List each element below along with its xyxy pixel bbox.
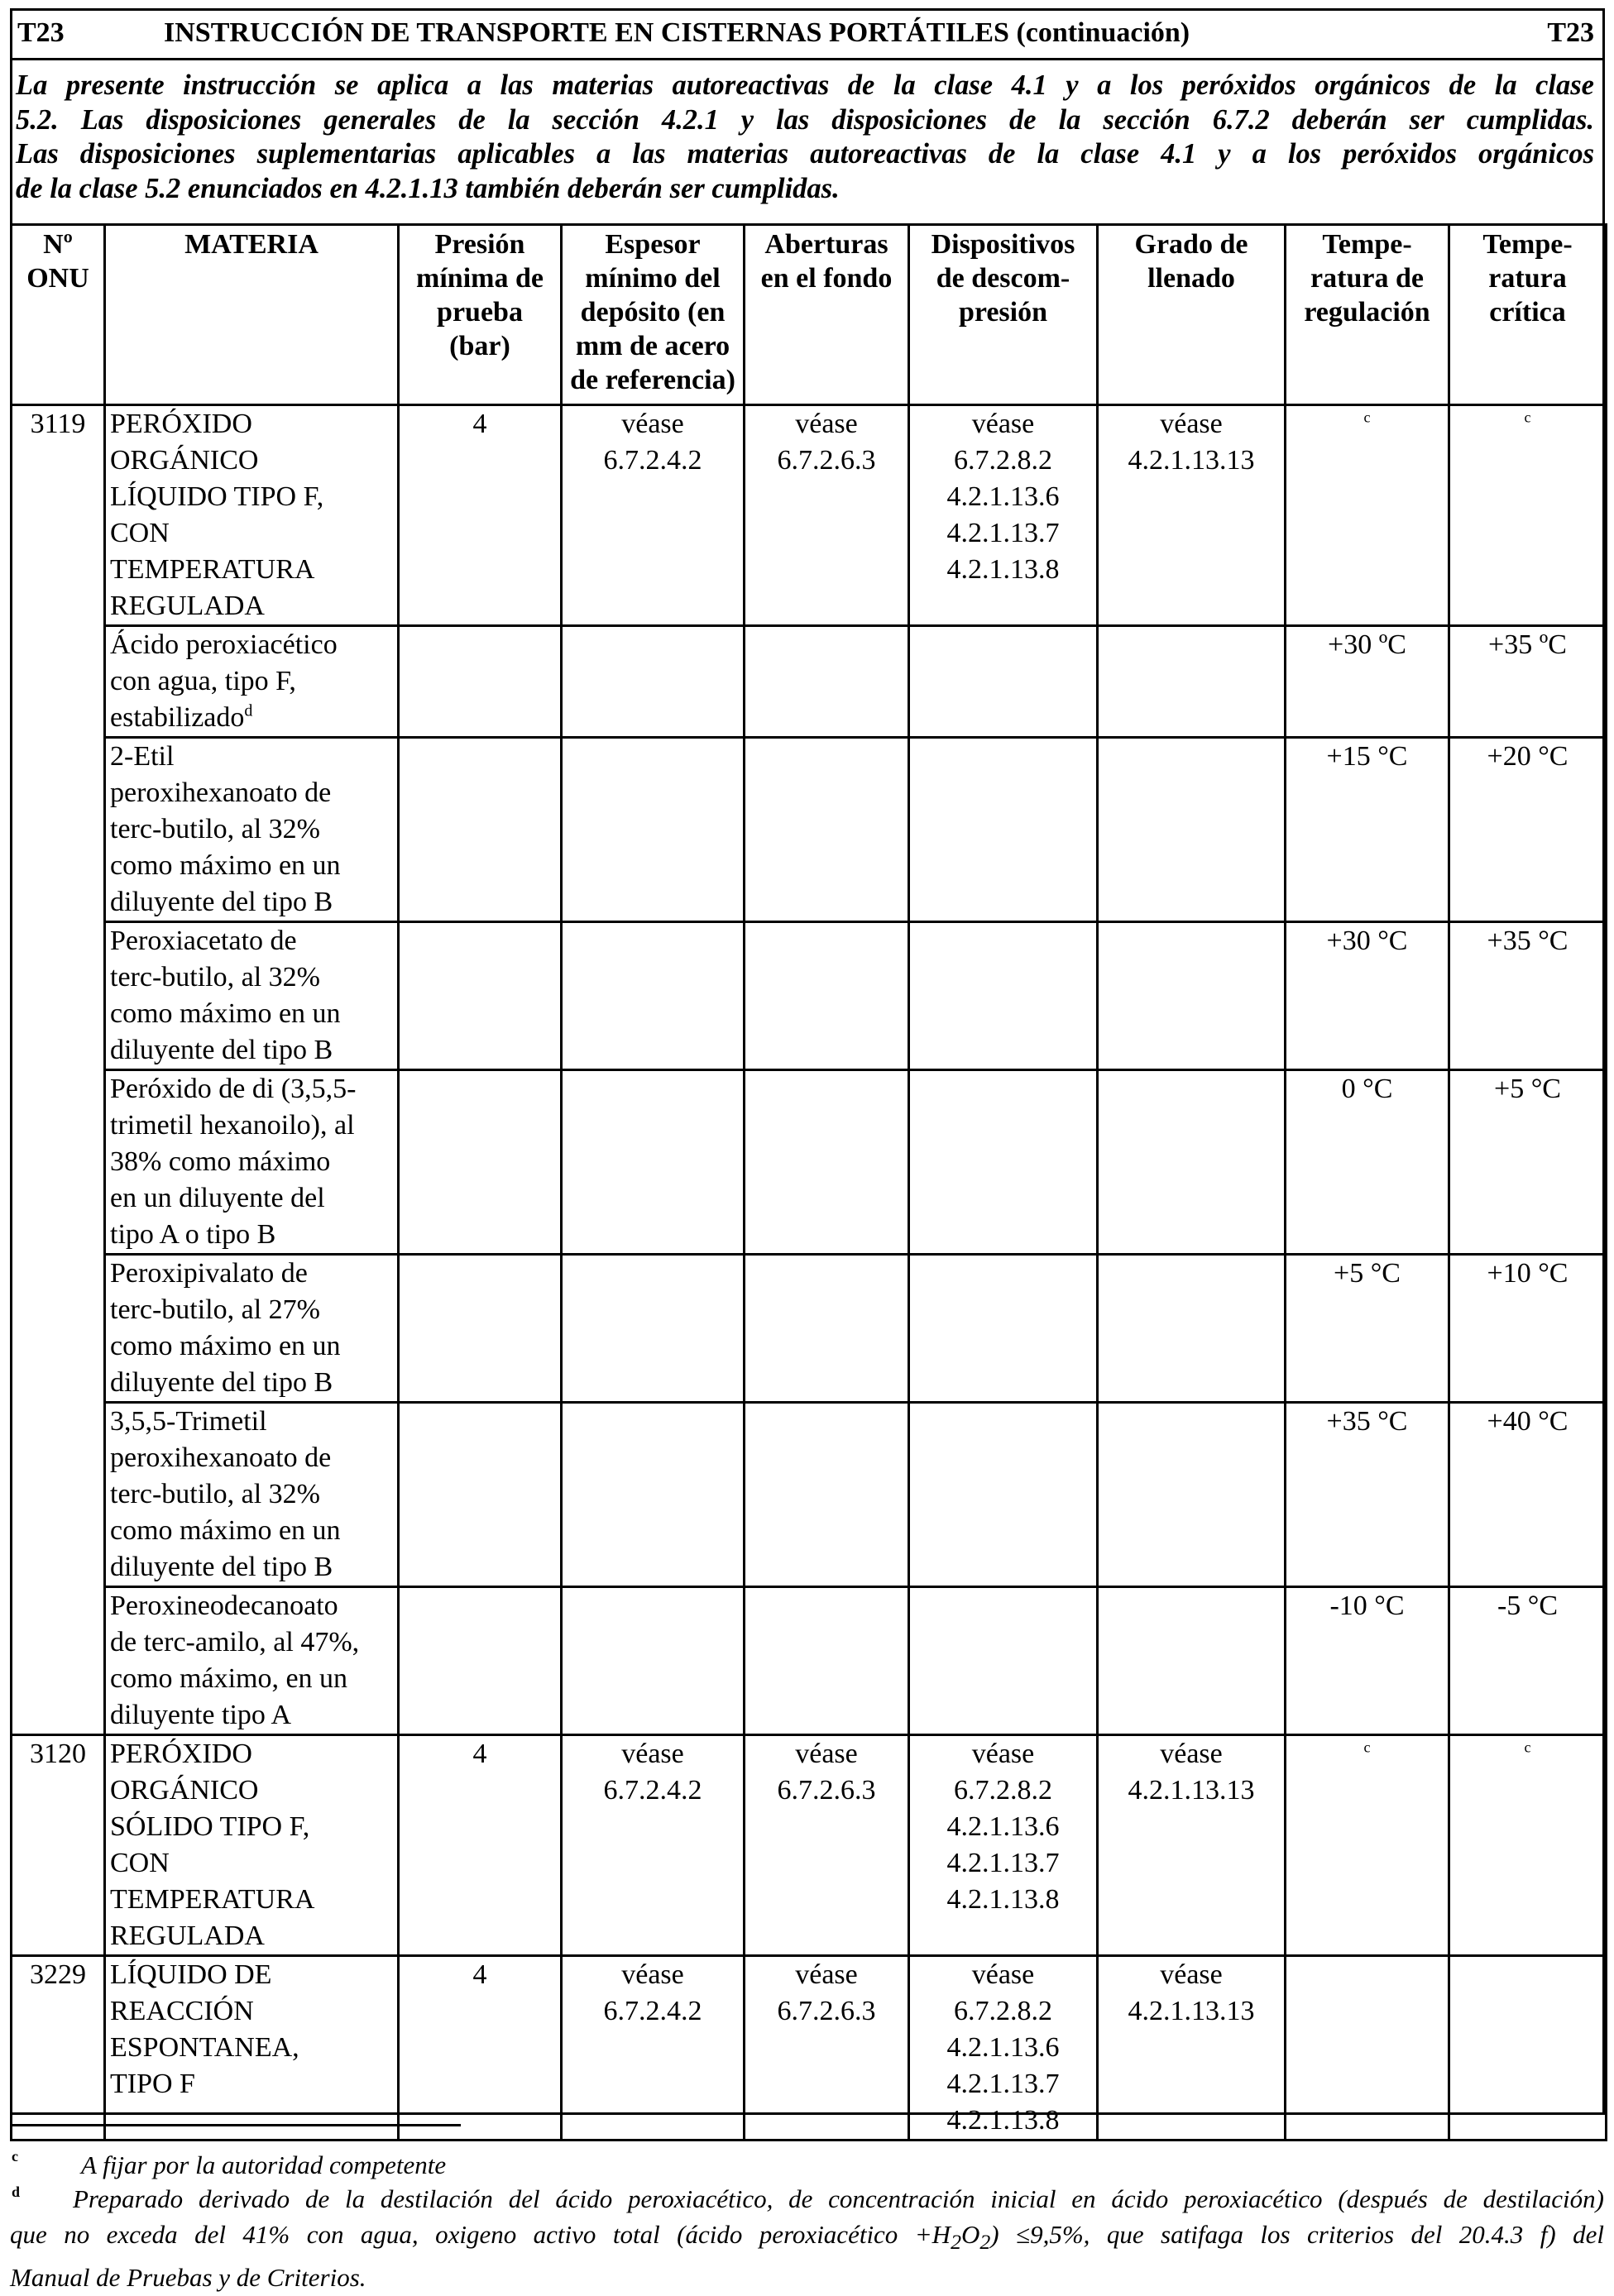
temp-critica-value: -5 °C — [1449, 1587, 1607, 1735]
materia-line: 2-Etil — [110, 741, 175, 772]
cell-line: 4.2.1.13.6 — [946, 481, 1060, 512]
presion-empty — [399, 1587, 562, 1735]
onu-number-empty — [12, 626, 105, 738]
temp-regulacion-value — [1286, 1956, 1449, 2141]
substance-name — [105, 626, 399, 738]
substance-name — [105, 1403, 399, 1587]
aberturas-empty — [745, 922, 909, 1070]
cell-line: 6.7.2.4.2 — [603, 1996, 702, 2026]
cell-line: 4.2.1.13.7 — [946, 2069, 1060, 2099]
materia-line: Peroxiacetato de — [110, 926, 297, 956]
cell-line: 4.2.1.13.6 — [946, 2032, 1060, 2063]
onu-number-empty — [12, 922, 105, 1070]
materia-line: terc-butilo, al 32% — [110, 1479, 320, 1509]
cell-line: véase — [795, 1739, 858, 1769]
temp-critica-value: +35 °C — [1449, 922, 1607, 1070]
header-row — [12, 225, 1607, 405]
dispositivos-empty — [909, 1255, 1098, 1403]
presion-empty — [399, 1255, 562, 1403]
substance-name — [105, 1070, 399, 1255]
materia-line: Peróxido de di (3,5,5- — [110, 1074, 357, 1104]
presion-value: 4 — [399, 1735, 562, 1956]
materia-line: 38% como máximo — [110, 1146, 331, 1177]
materia-line: LÍQUIDO TIPO F, — [110, 481, 324, 512]
footnote-mark: d — [12, 2184, 21, 2200]
intro-line: 5.2. Las disposiciones generales de la sección 4.2.1 y las disposiciones de la sección 6.7.2 deberán ser cumplidas. — [16, 103, 1594, 136]
cell-line: 6.7.2.8.2 — [954, 1996, 1052, 2026]
materia-line: REGULADA — [110, 591, 265, 621]
onu-number: 3229 — [12, 1956, 105, 2141]
materia-line: terc-butilo, al 27% — [110, 1294, 320, 1325]
temp-critica-value: +40 °C — [1449, 1403, 1607, 1587]
cell-line: 6.7.2.6.3 — [777, 1775, 876, 1806]
grado-empty — [1098, 1587, 1286, 1735]
presion-empty — [399, 1403, 562, 1587]
espesor-empty — [562, 1255, 745, 1403]
cell-line: 4.2.1.13.13 — [1128, 1996, 1255, 2026]
materia-line: terc-butilo, al 32% — [110, 814, 320, 844]
materia-line: 3,5,5-Trimetil — [110, 1406, 267, 1437]
presion-empty — [399, 738, 562, 922]
footnote-subscript: 2 — [979, 2230, 991, 2255]
header-line: mm de acero — [575, 331, 730, 361]
materia-line: PERÓXIDO — [110, 409, 252, 439]
footnote-text-line2 — [10, 2217, 1604, 2260]
materia-line: diluyente del tipo B — [110, 887, 333, 917]
onu-number-empty — [12, 1255, 105, 1403]
dispositivos-value — [909, 1956, 1098, 2141]
dispositivos-value — [909, 405, 1098, 626]
materia-line: SÓLIDO TIPO F, — [110, 1811, 310, 1842]
materia-line: CON — [110, 518, 170, 548]
cell-line: 6.7.2.4.2 — [603, 445, 702, 476]
table-row — [12, 626, 1607, 738]
materia-line: como máximo en un — [110, 998, 341, 1029]
temp-regulacion-value — [1286, 405, 1449, 626]
table-row — [12, 405, 1607, 626]
materia-line: LÍQUIDO DE — [110, 1959, 272, 1990]
header-line: ratura de — [1310, 263, 1424, 294]
espesor-empty — [562, 626, 745, 738]
cell-line: véase — [971, 1739, 1035, 1769]
table-row — [12, 1735, 1607, 1956]
table-row — [12, 1255, 1607, 1403]
materia-line: como máximo, en un — [110, 1663, 348, 1694]
cell-line: véase — [621, 409, 684, 439]
header-line: regulación — [1304, 297, 1430, 328]
substance-name — [105, 1255, 399, 1403]
dispositivos-empty — [909, 738, 1098, 922]
temp-critica-value — [1449, 1956, 1607, 2141]
cell-line: 4.2.1.13.8 — [946, 554, 1060, 585]
intro-line: de la clase 5.2 enunciados en 4.2.1.13 también deberán ser cumplidas. — [16, 172, 840, 204]
cell-line: véase — [795, 409, 858, 439]
intro-paragraph — [16, 69, 1594, 206]
footnote-subscript: 2 — [951, 2230, 961, 2255]
intro-line: Las disposiciones suplementarias aplicables a las materias autoreactivas de la clase 4.1 y a los peróxidos orgánicos — [16, 138, 1594, 170]
cell-line: véase — [621, 1959, 684, 1990]
onu-number-empty — [12, 1587, 105, 1735]
materia-line: terc-butilo, al 32% — [110, 962, 320, 993]
dispositivos-empty — [909, 626, 1098, 738]
cell-line: 4.2.1.13.13 — [1128, 1775, 1255, 1806]
header-line: crítica — [1489, 297, 1566, 328]
header-line: ratura — [1488, 263, 1567, 294]
grado-empty — [1098, 738, 1286, 922]
materia-line: como máximo en un — [110, 1331, 341, 1361]
table-row — [12, 1956, 1607, 2141]
espesor-empty — [562, 738, 745, 922]
table-body — [12, 405, 1607, 2141]
col-temp-critica — [1449, 225, 1607, 405]
code-right: T23 — [1547, 17, 1594, 48]
col-temp-regulacion — [1286, 225, 1449, 405]
materia-line: TEMPERATURA — [110, 1884, 315, 1915]
header-line: mínima de — [416, 263, 544, 294]
temp-critica-value — [1449, 405, 1607, 626]
footnote-ref: c — [1363, 409, 1371, 426]
grado-empty — [1098, 922, 1286, 1070]
temp-regulacion-value: +30 °C — [1286, 922, 1449, 1070]
footnote-ref: c — [1524, 1739, 1531, 1756]
temp-critica-value: +35 ºC — [1449, 626, 1607, 738]
grado-value — [1098, 405, 1286, 626]
presion-empty — [399, 922, 562, 1070]
cell-line: 4.2.1.13.7 — [946, 1848, 1060, 1878]
presion-empty — [399, 1070, 562, 1255]
materia-line: estabilizado$^d$ — [110, 701, 253, 733]
onu-number-empty — [12, 738, 105, 922]
materia-line: REGULADA — [110, 1921, 265, 1951]
intro-line: La presente instrucción se aplica a las materias autoreactivas de la clase 4.1 y a los peróxidos orgánicos de la clase — [16, 69, 1594, 101]
table-row — [12, 1403, 1607, 1587]
espesor-value — [562, 1956, 745, 2141]
col-presion — [399, 225, 562, 405]
col-aberturas — [745, 225, 909, 405]
header-line: en el fondo — [760, 263, 893, 294]
presion-empty — [399, 626, 562, 738]
materia-line: peroxihexanoato de — [110, 777, 332, 808]
table-row — [12, 1587, 1607, 1735]
dispositivos-empty — [909, 1070, 1098, 1255]
onu-number: 3120 — [12, 1735, 105, 1956]
cell-line: véase — [1160, 1739, 1223, 1769]
grado-empty — [1098, 1403, 1286, 1587]
materia-line: peroxihexanoato de — [110, 1442, 332, 1473]
aberturas-empty — [745, 1255, 909, 1403]
footnote-ref: d — [244, 701, 253, 720]
instruction-header — [12, 11, 1602, 55]
header-line: mínimo del — [585, 263, 721, 294]
cell-line: véase — [795, 1959, 858, 1990]
aberturas-value — [745, 1735, 909, 1956]
header-line: depósito (en — [580, 297, 726, 328]
header-divider — [12, 58, 1602, 60]
header-line: prueba — [437, 297, 523, 328]
espesor-empty — [562, 922, 745, 1070]
grado-value — [1098, 1956, 1286, 2141]
col-materia — [105, 225, 399, 405]
footnote-text-part: O — [960, 2220, 980, 2249]
materia-line: en un diluyente del — [110, 1183, 325, 1213]
espesor-empty — [562, 1070, 745, 1255]
instruction-frame — [10, 8, 1605, 2136]
cell-line: véase — [621, 1739, 684, 1769]
temp-regulacion-value — [1286, 1735, 1449, 1956]
cell-line: 4.2.1.13.8 — [946, 1884, 1060, 1915]
header-line: Grado de — [1134, 229, 1248, 260]
header-line: Nº — [43, 229, 73, 260]
header-line: llenado — [1147, 263, 1235, 294]
materia-line: REACCIÓN — [110, 1996, 254, 2026]
materia-line: Peroxipivalato de — [110, 1258, 308, 1289]
substance-name — [105, 922, 399, 1070]
espesor-value — [562, 1735, 745, 1956]
presion-value: 4 — [399, 405, 562, 626]
footnote-ref: c — [1363, 1739, 1371, 1756]
col-espesor — [562, 225, 745, 405]
cell-line: 6.7.2.8.2 — [954, 1775, 1052, 1806]
materia-line: CON — [110, 1848, 170, 1878]
col-dispositivos — [909, 225, 1098, 405]
header-line: Tempe- — [1322, 229, 1412, 260]
aberturas-empty — [745, 626, 909, 738]
header-line: MATERIA — [184, 229, 318, 260]
materia-line: diluyente del tipo B — [110, 1552, 333, 1582]
code-left: T23 — [17, 17, 65, 48]
aberturas-empty — [745, 738, 909, 922]
materia-line: diluyente tipo A — [110, 1700, 292, 1730]
cell-line: véase — [971, 409, 1035, 439]
materia-line: Peroxineodecanoato — [110, 1590, 338, 1621]
temp-regulacion-value: +30 ºC — [1286, 626, 1449, 738]
cell-line: 6.7.2.4.2 — [603, 1775, 702, 1806]
cell-line: 4.2.1.13.13 — [1128, 445, 1255, 476]
cell-line: 6.7.2.8.2 — [954, 445, 1052, 476]
cell-line: véase — [1160, 1959, 1223, 1990]
temp-critica-value — [1449, 1735, 1607, 1956]
materia-line: trimetil hexanoilo), al — [110, 1110, 355, 1141]
materia-line: diluyente del tipo B — [110, 1035, 333, 1065]
aberturas-value — [745, 405, 909, 626]
header-line: Aberturas — [764, 229, 888, 260]
footnote-text: Manual de Pruebas y de Criterios. — [10, 2263, 366, 2293]
grado-empty — [1098, 626, 1286, 738]
footnote-text: Preparado derivado de la destilación del ácido peroxiacético, de concentración inicial en ácido peroxiacético (después de destilación) — [73, 2184, 1604, 2213]
materia-line: ORGÁNICO — [110, 445, 259, 476]
dispositivos-empty — [909, 1587, 1098, 1735]
materia-name — [105, 1956, 399, 2141]
materia-line: ESPONTANEA, — [110, 2032, 299, 2063]
presion-value: 4 — [399, 1956, 562, 2141]
espesor-empty — [562, 1403, 745, 1587]
temp-regulacion-value: -10 °C — [1286, 1587, 1449, 1735]
substance-name — [105, 1587, 399, 1735]
aberturas-empty — [745, 1587, 909, 1735]
materia-line: ORGÁNICO — [110, 1775, 259, 1806]
materia-line: como máximo en un — [110, 1515, 341, 1546]
materia-line: como máximo en un — [110, 850, 341, 881]
materia-line: tipo A o tipo B — [110, 1219, 276, 1250]
footnote-text-part: ) ≤9,5%, que satifaga los criterios del 20.4.3 f) del — [990, 2220, 1604, 2249]
temp-critica-value: +20 °C — [1449, 738, 1607, 922]
footnote-d — [10, 2181, 1604, 2295]
cell-line: 6.7.2.6.3 — [777, 1996, 876, 2026]
onu-number-empty — [12, 1070, 105, 1255]
header-line: ONU — [26, 263, 89, 294]
footnote-text: A fijar por la autoridad competente — [81, 2150, 447, 2179]
cell-line: véase — [1160, 409, 1223, 439]
header-line: Espesor — [605, 229, 701, 260]
header-line: Tempe- — [1482, 229, 1573, 260]
header-line: presión — [958, 297, 1048, 328]
onu-number: 3119 — [12, 405, 105, 626]
materia-line: con agua, tipo F, — [110, 666, 296, 696]
header-line: Presión — [434, 229, 525, 260]
cell-line: 6.7.2.6.3 — [777, 445, 876, 476]
table-row — [12, 922, 1607, 1070]
dispositivos-value — [909, 1735, 1098, 1956]
grado-empty — [1098, 1255, 1286, 1403]
materia-line: diluyente del tipo B — [110, 1367, 333, 1398]
grado-value — [1098, 1735, 1286, 1956]
aberturas-empty — [745, 1403, 909, 1587]
temp-regulacion-value: +35 °C — [1286, 1403, 1449, 1587]
footnote-ref: c — [1524, 409, 1531, 426]
onu-number-empty — [12, 1403, 105, 1587]
cell-line: véase — [971, 1959, 1035, 1990]
materia-line: PERÓXIDO — [110, 1739, 252, 1769]
materia-line: de terc-amilo, al 47%, — [110, 1627, 360, 1657]
espesor-empty — [562, 1587, 745, 1735]
materia-line: Ácido peroxiacético — [110, 629, 338, 660]
espesor-value — [562, 405, 745, 626]
cell-line: 4.2.1.13.7 — [946, 518, 1060, 548]
cell-line: 4.2.1.13.6 — [946, 1811, 1060, 1842]
table-row — [12, 1070, 1607, 1255]
materia-name — [105, 405, 399, 626]
materia-line: TIPO F — [110, 2069, 195, 2099]
temp-regulacion-value: 0 °C — [1286, 1070, 1449, 1255]
substance-name — [105, 738, 399, 922]
footnote-mark: c — [12, 2148, 18, 2164]
header-line: Dispositivos — [931, 229, 1075, 260]
temp-critica-value: +5 °C — [1449, 1070, 1607, 1255]
materia-line: TEMPERATURA — [110, 554, 315, 585]
footnote-text-part: que no exceda del 41% con agua, oxigeno activo total (ácido peroxiacético +H — [10, 2220, 951, 2249]
materia-name — [105, 1735, 399, 1956]
header-line: de descom- — [936, 263, 1070, 294]
temp-critica-value: +10 °C — [1449, 1255, 1607, 1403]
grado-empty — [1098, 1070, 1286, 1255]
temp-regulacion-value: +15 °C — [1286, 738, 1449, 922]
header-line: (bar) — [449, 331, 510, 361]
aberturas-empty — [745, 1070, 909, 1255]
cell-line: 4.2.1.13.8 — [946, 2105, 1060, 2136]
col-grado — [1098, 225, 1286, 405]
table-row — [12, 738, 1607, 922]
aberturas-value — [745, 1956, 909, 2141]
temp-regulacion-value: +5 °C — [1286, 1255, 1449, 1403]
dispositivos-empty — [909, 922, 1098, 1070]
instruction-title: INSTRUCCIÓN DE TRANSPORTE EN CISTERNAS PORTÁTILES (continuación) — [164, 17, 1190, 48]
tank-instruction-table — [10, 223, 1607, 2141]
col-onu — [12, 225, 105, 405]
footnote-separator — [10, 2124, 461, 2126]
header-line: de referencia) — [570, 365, 735, 395]
dispositivos-empty — [909, 1403, 1098, 1587]
